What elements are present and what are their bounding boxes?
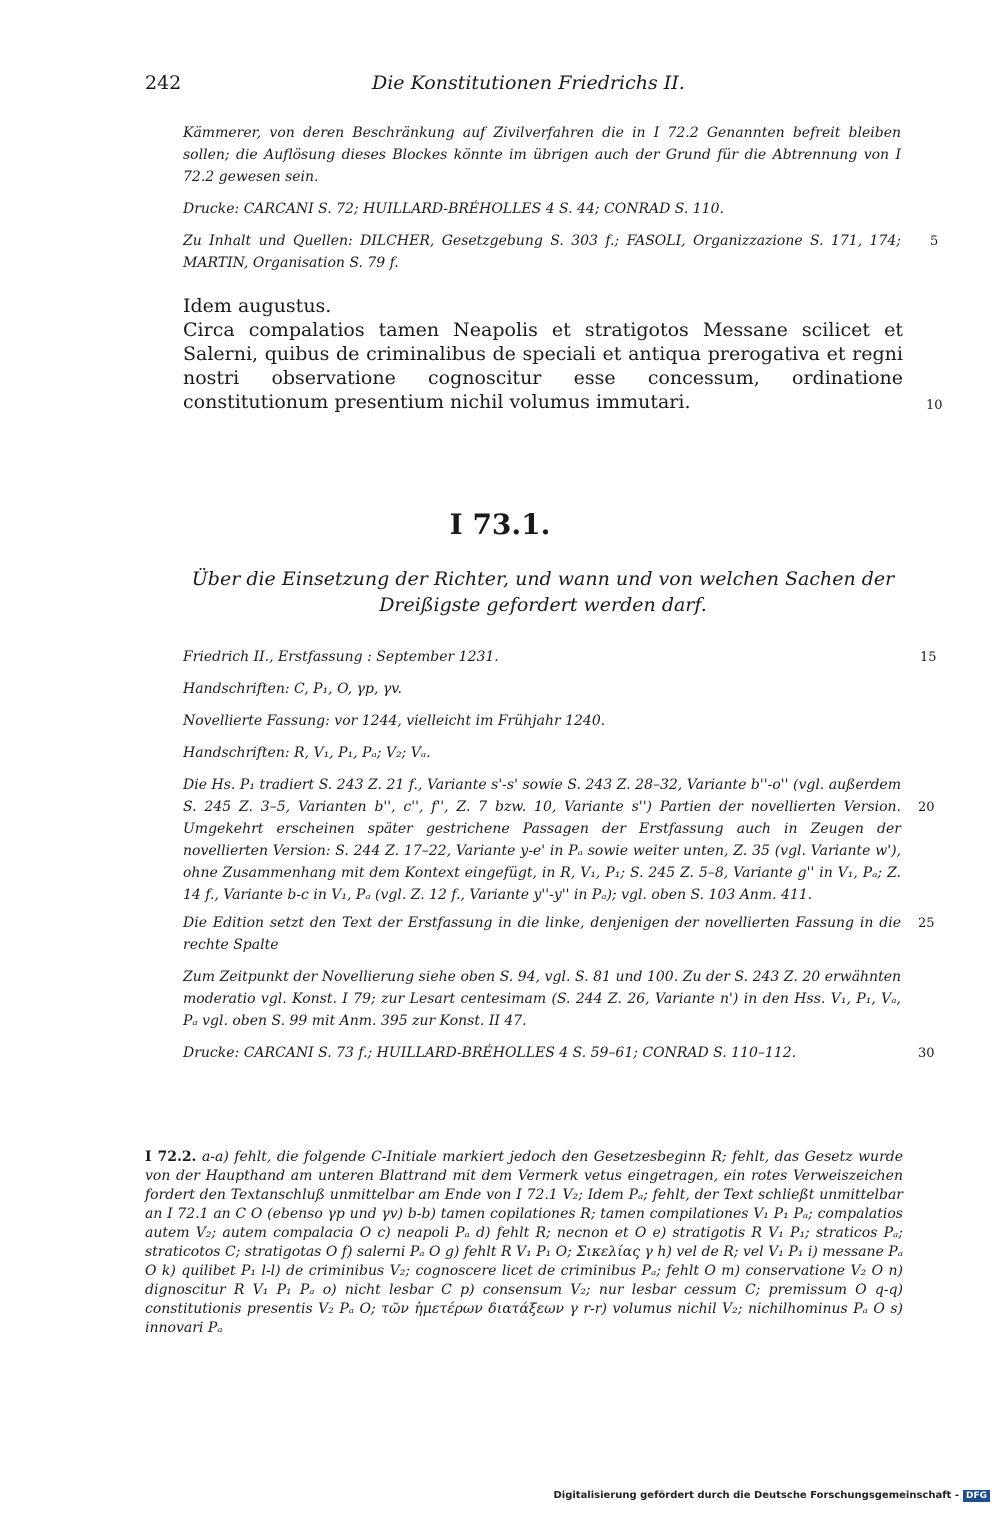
- line-number: 30: [918, 1046, 935, 1061]
- critical-apparatus: [145, 1148, 903, 1338]
- footer-text: Digitalisierung gefördert durch die Deutsche Forschungsgemeinschaft -: [553, 1490, 959, 1501]
- section-note-4: Handschriften: R, V₁, P₁, Pₐ; V₂; Vₐ.: [183, 745, 431, 761]
- section-note-5: Die Hs. P₁ tradiert S. 243 Z. 21 f., Variante s'-s' sowie S. 243 Z. 28–32, Variante b''-o'' (vgl. außerdem S. 245 Z. 3–5, Varianten b'', c'', f'', Z. 7 bzw. 10, Variante s'') Partien der novellierten Version. Umgekehrt erscheinen später gestrichene Passagen der Erstfassung auch in Zeugen der novellierten Version: S. 244 Z. 17–22, Variante y-e' in Pₐ sowie weiter unten, Z. 35 (vgl. Variante w'), ohne Zusammenhang mit dem Kontext eingefügt, in R, V₁, P₁; S. 245 Z. 5–8, Variante g'' in V₁, Pₐ; Z. 14 f., Variante b-c in V₁, Pₐ (vgl. Z. 12 f., Variante y''-y'' in Pₐ); vgl. oben S. 103 Anm. 411.: [183, 777, 901, 903]
- section-number: I 73.1.: [449, 508, 551, 541]
- footer-credit: [553, 1490, 990, 1502]
- running-title: Die Konstitutionen Friedrichs II.: [372, 72, 685, 94]
- section-note-8: Drucke: CARCANI S. 73 f.; HUILLARD-BRÉHOLLES 4 S. 59–61; CONRAD S. 110–112.: [183, 1045, 797, 1061]
- line-number: 10: [926, 398, 943, 413]
- section-note-2: Handschriften: C, P₁, O, γp, γv.: [183, 681, 402, 697]
- main-body: Circa compalatios tamen Neapolis et stratigotos Messane scilicet et Salerni, quibus de criminalibus de speciali et antiqua prerogativa et regni nostri observatione cognoscitur esse concessum, ordinatione constitutionum presentium nichil volumus immutari.: [183, 319, 903, 413]
- page-number: 242: [145, 72, 182, 94]
- apparatus-text: a-a) fehlt, die folgende C-Initiale markiert jedoch den Gesetzesbeginn R; fehlt, das Gesetz wurde von der Haupthand am unteren Blattrand mit dem Vermerk vetus eingetragen, ein rotes Verweiszeichen fordert den Textanschluß unmittelbar am Ende von I 72.1 V₂; Idem Pₐ; fehlt, der Text schließt unmittelbar an I 72.1 an C O (ebenso γp und γv) b-b) tamen copilationes R; tamen compilationes V₁ P₁ Pₐ; compalatios autem V₂; autem compalacia O c) neapoli Pₐ d) fehlt R; necnon et O e) stratigotis R V₁ P₁; straticos Pₐ; straticotos C; stratigotas O f) salerni Pₐ O g) fehlt R V₁ P₁ O; Σικελίας γ h) vel de R; vel V₁ P₁ i) messane Pₐ O k) quilibet P₁ l-l) de criminibus V₂; cognoscere licet de criminibus Pₐ; fehlt O m) conservatione V₂ O n) dignoscitur R V₁ P₁ Pₐ o) nicht lesbar C p) consensum V₂; nur lesbar cessum C; premissum O q-q) constitutionis presentis V₂ Pₐ O; τῶν ἡμετέρων διατάξεων γ r-r) volumus nichil V₂; nichilhominus Pₐ O s) innovari Pₐ: [145, 1149, 904, 1336]
- line-number: 15: [920, 650, 937, 665]
- intro-note-3: Zu Inhalt und Quellen: DILCHER, Gesetzgebung S. 303 f.; FASOLI, Organizzazione S. 171, 174; MARTIN, Organisation S. 79 f.: [183, 233, 901, 271]
- line-number: 25: [918, 916, 935, 931]
- line-number: 5: [930, 234, 939, 249]
- intro-note-2: Drucke: CARCANI S. 72; HUILLARD-BRÉHOLLES 4 S. 44; CONRAD S. 110.: [183, 201, 724, 217]
- intro-note-1: Kämmerer, von deren Beschränkung auf Zivilverfahren die in I 72.2 Genannten befreit bleiben sollen; die Auflösung dieses Blockes könnte im übrigen auch der Grund für die Abtrennung von I 72.2 gewesen sein.: [183, 125, 901, 185]
- apparatus-label: I 72.2.: [145, 1149, 197, 1165]
- line-number: 20: [918, 800, 935, 815]
- section-note-6: Die Edition setzt den Text der Erstfassung in die linke, denjenigen der novellierten Fassung in die rechte Spalte: [183, 915, 901, 953]
- dfg-logo: DFG: [963, 1490, 990, 1502]
- section-note-3: Novellierte Fassung: vor 1244, vielleicht im Frühjahr 1240.: [183, 713, 606, 729]
- section-note-1: Friedrich II., Erstfassung : September 1231.: [183, 649, 499, 665]
- section-note-7: Zum Zeitpunkt der Novellierung siehe oben S. 94, vgl. S. 81 und 100. Zu der S. 243 Z. 20 erwähnten moderatio vgl. Konst. I 79; zur Lesart centesimam (S. 244 Z. 26, Variante n') in den Hss. V₁, P₁, Vₐ, Pₐ vgl. oben S. 99 mit Anm. 395 zur Konst. II 47.: [183, 969, 901, 1029]
- main-opening: Idem augustus.: [183, 295, 332, 317]
- section-title: Über die Einsetzung der Richter, und wann und von welchen Sachen der Dreißigste gefordert werden darf.: [191, 568, 895, 616]
